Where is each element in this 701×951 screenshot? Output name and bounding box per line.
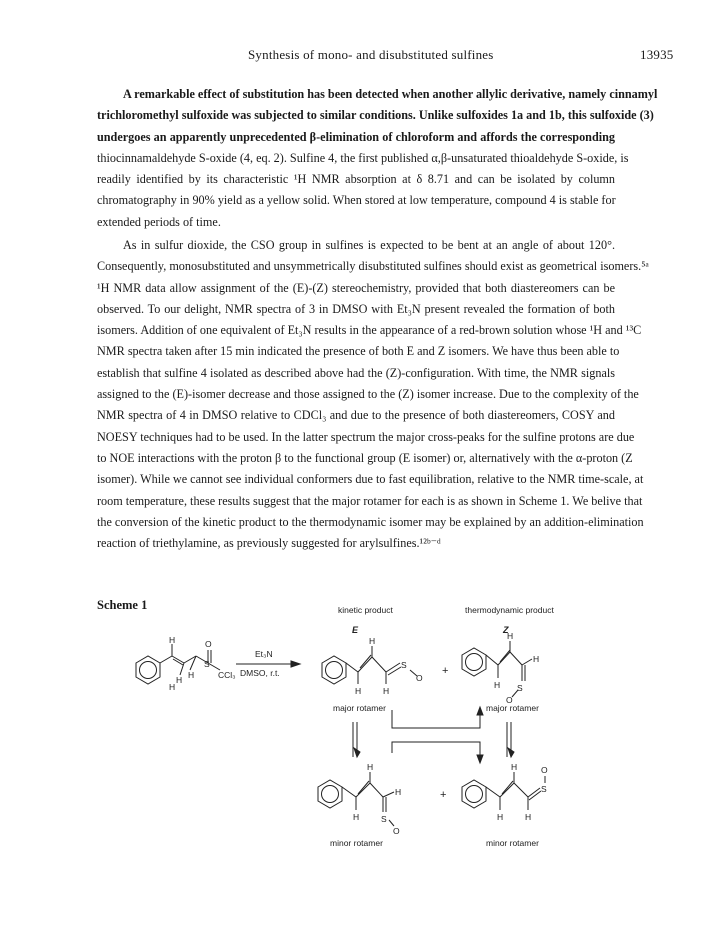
atom-label: H (367, 762, 374, 772)
text-line: establish that sulfine 4 isolated as described above had the (Z)-configuration. With time, the NMR signals (97, 365, 615, 380)
text-line: extended periods of time. (97, 214, 221, 229)
text-line: undergoes an apparently unprecedented β-elimination of chloroform and affords the corresponding (97, 129, 615, 144)
atom-label: S (517, 683, 523, 693)
text-line: isomers. Addition of one equivalent of Et₃N results in the appearance of a red-brown solution whose ¹H and ¹³C (97, 323, 642, 338)
e-isomer-major-structure (322, 646, 417, 684)
atom-label: H (169, 635, 176, 645)
major-rotamer-e-label: major rotamer (333, 703, 386, 713)
atom-label: CCl₃ (218, 670, 236, 680)
atom-label: H (395, 787, 402, 797)
z-label: Z (503, 625, 509, 635)
atom-label: S (204, 659, 210, 669)
text-line: room temperature, these results suggest that the major rotamer for each is as shown in Scheme 1. We belive that (97, 493, 643, 508)
text-line: Consequently, monosubstituted and unsymmetrically disubstituted sulfines should exist as geometrical isomers.⁵ᵃ (97, 259, 649, 274)
text-line: thiocinnamaldehyde S-oxide (4, eq. 2). Sulfine 4, the first published α,β-unsaturated thioaldehyde S-oxide, is (97, 150, 629, 165)
atom-label: O (416, 673, 423, 683)
atom-label: H (169, 682, 176, 692)
atom-label: O (541, 765, 548, 775)
atom-label: H (355, 686, 362, 696)
atom-label: H (176, 675, 183, 685)
text-line: the conversion of the kinetic product to the thermodynamic isomer may be explained by an addition-elimination (97, 514, 644, 529)
paragraph-1 (97, 84, 658, 233)
text-line: reaction of triethylamine, as previously suggested for arylsulfines.¹²ᵇ⁻ᵈ (97, 536, 441, 551)
text-line: isomer). While we cannot see individual conformers due to fast equilibration, relative to the NMR time-scale, at (97, 472, 644, 487)
atom-label: H (533, 654, 540, 664)
running-title: Synthesis of mono- and disubstituted sulfines (248, 47, 494, 62)
atom-label: S (401, 660, 407, 670)
z-isomer-minor-structure (462, 772, 545, 810)
atom-label: H (494, 680, 501, 690)
atom-label: H (497, 812, 504, 822)
atom-label: S (541, 784, 547, 794)
major-rotamer-z-label: major rotamer (486, 703, 539, 713)
text-line: A remarkable effect of substitution has been detected when another allylic derivative, namely cinnamyl (123, 87, 658, 101)
text-line: ¹H NMR data allow assignment of the (E)-(Z) stereochemistry, provided that both diastereomers can be (97, 280, 615, 295)
atom-label: H (353, 812, 360, 822)
plus-sign: + (442, 665, 449, 677)
text-line: assigned to the (E)-isomer decrease and those assigned to the (Z) isomer increase. Due to the complexity of the (97, 387, 639, 402)
plus-sign: + (440, 789, 447, 801)
text-line: to NOE interactions with the proton β to the functional group (E isomer) or, alternatively with the α-proton (Z (97, 450, 633, 465)
text-line: readily identified by its characteristic ¹H NMR absorption at δ 8.71 and can be isolated by column (97, 172, 615, 187)
text-line: As in sulfur dioxide, the CSO group in sulfines is expected to be bent at an angle of about 120°. (123, 238, 615, 252)
atom-label: H (383, 686, 390, 696)
text-line: NMR spectra taken after 15 min indicated the presence of both E and Z isomers. We have thus been able to (97, 344, 620, 359)
z-isomer-major-structure (462, 641, 532, 697)
starting-material-structure (136, 644, 220, 684)
atom-label: H (188, 670, 195, 680)
text-line: observed. To our delight, NMR spectra of 3 in DMSO with Et₃N present revealed the formation of both (97, 301, 615, 316)
atom-label: O (205, 639, 212, 649)
atom-label: S (381, 814, 387, 824)
minor-rotamer-z-label: minor rotamer (486, 838, 539, 848)
equilibrium-connectors (353, 707, 514, 763)
atom-label: O (393, 826, 400, 836)
paragraph-2 (97, 235, 649, 554)
atom-label: O (506, 695, 513, 705)
thermodynamic-product-label: thermodynamic product (465, 605, 554, 615)
atom-label: H (511, 762, 518, 772)
reagent-bottom: DMSO, r.t. (240, 668, 280, 678)
text-line: NOESY techniques had to be used. In the latter spectrum the major cross-peaks for the sulfine protons are due (97, 429, 635, 444)
text-line: chromatography in 90% yield as a yellow solid. When stored at low temperature, compound 4 is stable for (97, 193, 616, 208)
atom-label: H (507, 631, 514, 641)
page-number: 13935 (640, 47, 674, 62)
atom-label: H (525, 812, 532, 822)
e-label: E (352, 625, 359, 635)
scheme-heading: Scheme 1 (97, 598, 148, 612)
text-line: NMR spectra of 4 in DMSO relative to CDCl₃ and due to the presence of both diastereomers, COSY and (97, 408, 615, 423)
e-isomer-minor-structure (318, 772, 394, 826)
kinetic-product-label: kinetic product (338, 605, 393, 615)
text-line: trichloromethyl sulfoxide was subjected to similar conditions. Unlike sulfoxides 1a and 1b, this sulfoxide (3) (97, 108, 654, 123)
reagent-top: Et₃N (255, 649, 273, 659)
atom-label: H (369, 636, 376, 646)
minor-rotamer-e-label: minor rotamer (330, 838, 383, 848)
